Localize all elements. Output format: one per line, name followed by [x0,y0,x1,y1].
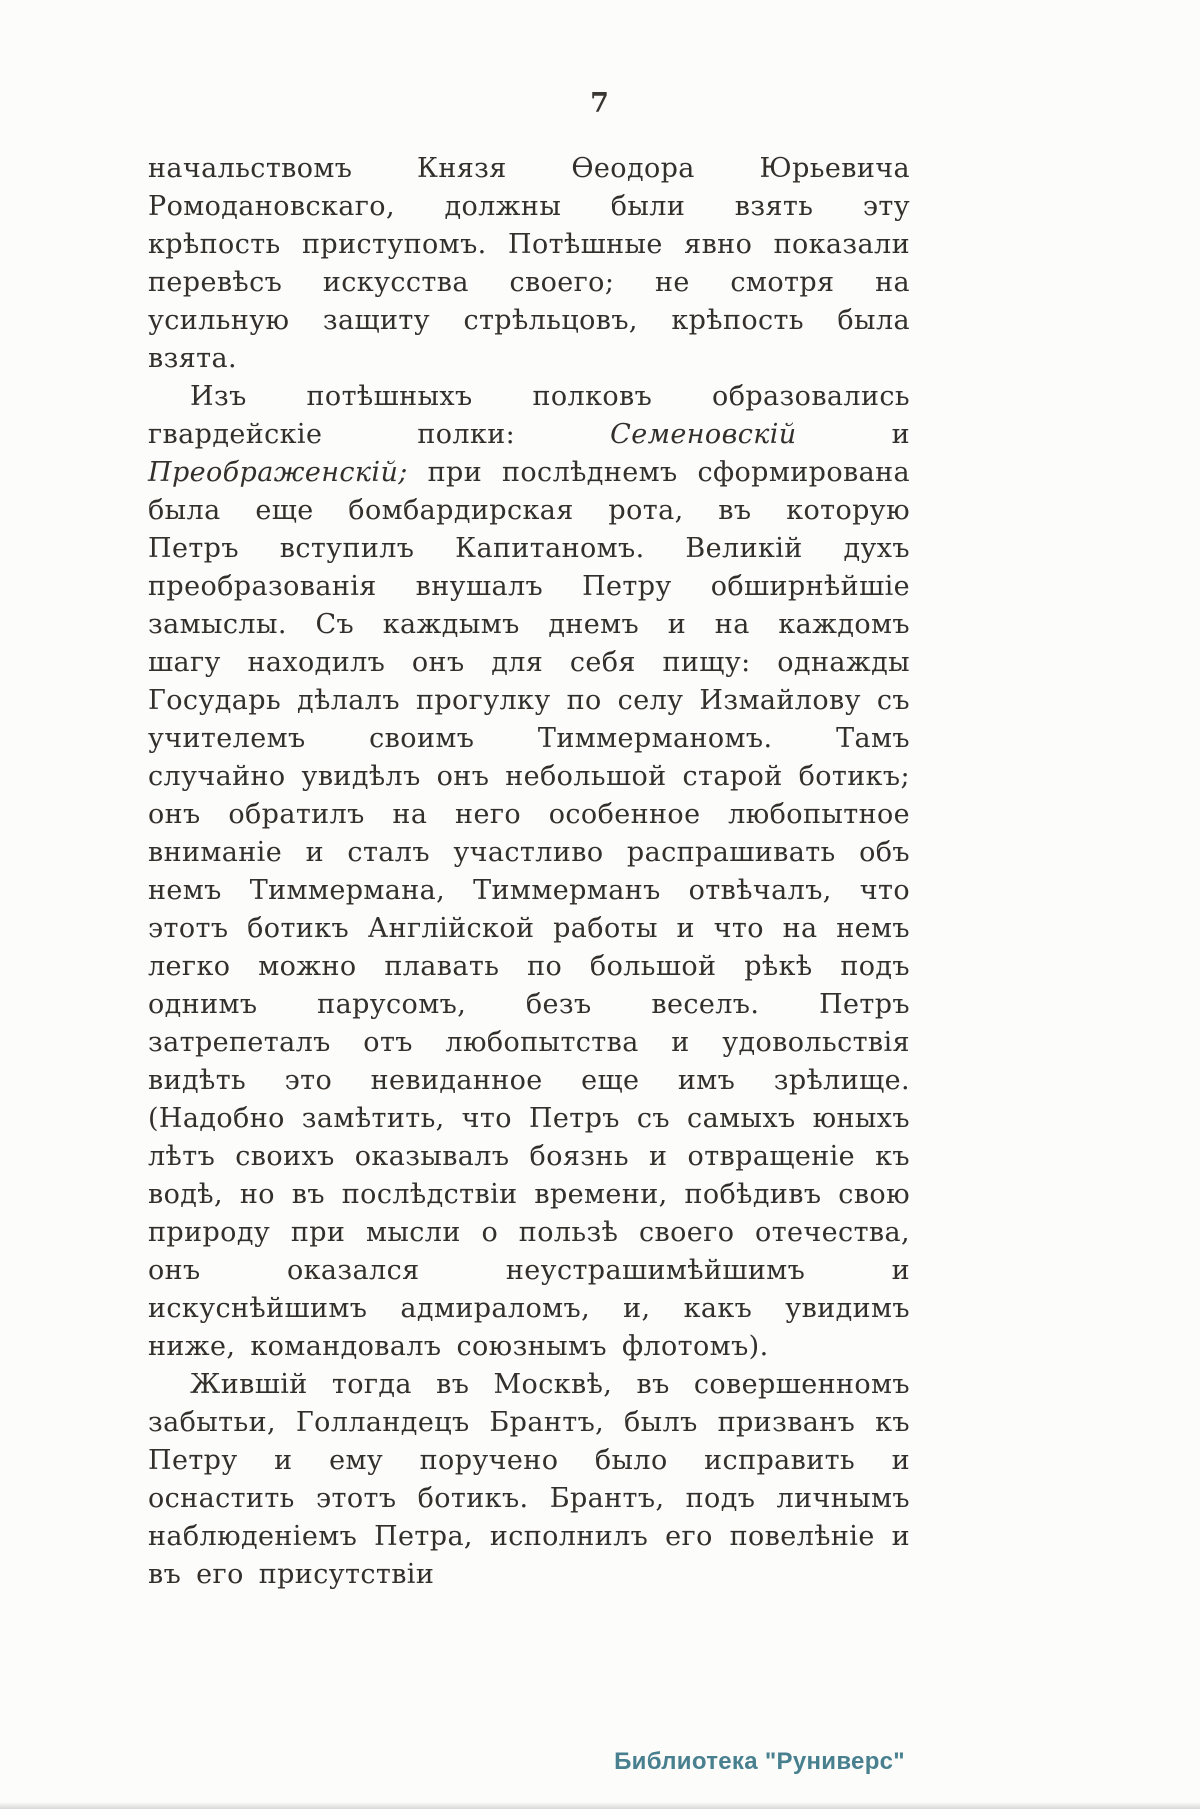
paragraph-1: начальствомъ Князя Ѳеодора Юрьевича Ромодановскаго, должны были взять эту крѣпость приступомъ. Потѣшные явно показали перевѣсъ искусства своего; не смотря на усильную защиту стрѣльцовъ, крѣпость была взята. [148,153,910,374]
library-watermark: Библиотека "Руниверс" [614,1748,905,1775]
scan-bottom-edge [0,1802,1200,1809]
paragraph-2-text-1: Изъ потѣшныхъ полковъ образовались гвардейскіе полки: [148,381,910,450]
regiment-name-preobrazhensky: Преображенскій; [148,457,408,488]
regiment-name-semenovsky: Семеновскій [610,419,797,450]
text-block [148,150,910,1594]
paragraph-2-text-3: при послѣднемъ сформирована была еще бомбардирская рота, въ которую Петръ вступилъ Капитаномъ. Великій духъ преобразованія внушалъ Петру обширнѣйшіе замыслы. Съ каждымъ днемъ и на каждомъ шагу находилъ онъ для себя пищу: однажды Государь дѣлалъ прогулку по селу Измайлову съ учителемъ своимъ Тиммерманомъ. Тамъ случайно увидѣлъ онъ небольшой старой ботикъ; онъ обратилъ на него особенное любопытное вниманіе и сталъ участливо распрашивать объ немъ Тиммермана, Тиммерманъ отвѣчалъ, что этотъ ботикъ Англійской работы и что на немъ легко можно плавать по большой рѣкѣ подъ однимъ парусомъ, безъ веселъ. Петръ затрепеталъ отъ любопытства и удовольствія видѣть это невиданное еще имъ зрѣлище. (Надобно замѣтить, что Петръ съ самыхъ юныхъ лѣтъ своихъ оказывалъ боязнь и отвращеніе къ водѣ, но въ послѣдствіи времени, побѣдивъ свою природу при мысли о пользѣ своего отечества, онъ оказался неустрашимѣйшимъ и искуснѣйшимъ адмираломъ, и, какъ увидимъ ниже, командовалъ союзнымъ флотомъ). [148,457,910,1362]
paragraph-3: Жившій тогда въ Москвѣ, въ совершенномъ забытьи, Голландецъ Брантъ, былъ призванъ къ Петру и ему поручено было исправить и оснастить этотъ ботикъ. Брантъ, подъ личнымъ наблюденіемъ Петра, исполнилъ его повелѣніе и въ его присутствіи [148,1369,910,1590]
paragraph-2 [148,378,910,1366]
paragraph-2-text-2: и [796,419,910,450]
page-number: 7 [590,88,610,119]
